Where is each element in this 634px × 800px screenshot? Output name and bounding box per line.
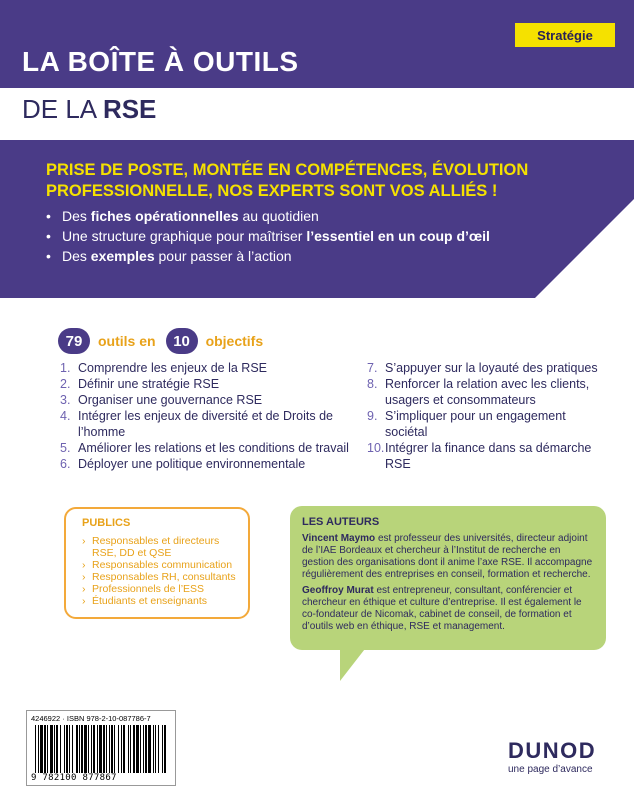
barcode-bar (162, 725, 163, 773)
barcode-bar (84, 725, 87, 773)
barcode-bar (121, 725, 122, 773)
barcode-bar (123, 725, 125, 773)
publics-item-text: Responsables et directeurs RSE, DD et QSE (92, 535, 220, 559)
isbn-barcode (26, 710, 176, 786)
book-subtitle (22, 94, 156, 125)
objective-number: 5. (60, 441, 71, 455)
objective-number: 2. (60, 377, 71, 391)
barcode-bar (35, 725, 36, 773)
barcode-bar (76, 725, 78, 773)
speech-bubble-tail (340, 645, 368, 681)
objectives-column-2 (367, 360, 607, 472)
barcode-bar (136, 725, 139, 773)
barcode-bar (79, 725, 80, 773)
publics-box (64, 507, 250, 619)
promo-bullet (46, 246, 490, 266)
goals-word: objectifs (205, 333, 264, 349)
objectives-column-1 (60, 360, 350, 472)
barcode-bar (128, 725, 129, 773)
objective-text: Renforcer la relation avec les clients, usagers et consommateurs (385, 377, 590, 407)
barcode-bar (118, 725, 119, 773)
barcode-bar (81, 725, 83, 773)
authors-speech-bubble (290, 506, 606, 650)
barcode-bar (56, 725, 58, 773)
objective-item (60, 456, 350, 472)
barcode-bar (97, 725, 98, 773)
barcode-bar (72, 725, 73, 773)
tools-count-badge: 79 (58, 328, 90, 354)
barcode-bar (143, 725, 144, 773)
objective-text: Définir une stratégie RSE (78, 377, 220, 391)
author-1-name: Vincent Maymo (302, 533, 376, 544)
barcode-bar (153, 725, 154, 773)
bullet-dot: • (46, 248, 51, 264)
bullet-text: Des (62, 208, 91, 224)
objective-text: S’impliquer pour un engagement sociétal (385, 409, 566, 439)
objective-text: S’appuyer sur la loyauté des pratiques (385, 361, 598, 375)
barcode-bar (114, 725, 115, 773)
publics-item (82, 535, 238, 559)
promo-bullets (46, 206, 490, 266)
objective-number: 9. (367, 409, 378, 423)
barcode-bar (88, 725, 89, 773)
author-2-name: Geoffroy Murat (302, 585, 374, 596)
barcode-bar (64, 725, 65, 773)
subtitle-prefix: DE LA (22, 94, 103, 124)
bullet-text: Une structure graphique pour maîtriser (62, 228, 307, 244)
barcode-bar (106, 725, 107, 773)
barcode-bar (140, 725, 141, 773)
bullet-text: Des (62, 248, 91, 264)
barcode-bar (99, 725, 102, 773)
bullet-text: pour passer à l’action (154, 248, 292, 264)
publics-item (82, 583, 238, 595)
publisher-tagline: une page d’avance (508, 764, 593, 775)
objective-item (60, 440, 350, 456)
barcode-bar (40, 725, 43, 773)
barcode-bar (158, 725, 159, 773)
barcode-bar (164, 725, 166, 773)
series-tag: Stratégie (515, 23, 615, 47)
barcode-bar (66, 725, 68, 773)
objective-item (367, 376, 607, 408)
publics-item (82, 595, 238, 607)
objective-text: Comprendre les enjeux de la RSE (78, 361, 267, 375)
barcode-bar (47, 725, 48, 773)
bullet-dot: • (46, 208, 51, 224)
isbn-line: 4246922 · ISBN 978-2-10-087786-7 (31, 714, 151, 723)
barcode-bar (54, 725, 55, 773)
barcode-bar (155, 725, 156, 773)
objective-item (367, 408, 607, 440)
barcode-bar (69, 725, 70, 773)
barcode-bar (145, 725, 147, 773)
objective-item (367, 440, 607, 472)
bullet-bold: fiches opérationnelles (90, 208, 239, 224)
chevron-right-icon: › (82, 571, 86, 583)
promo-headline: PRISE DE POSTE, MONTÉE EN COMPÉTENCES, ÉVOLUTION PROFESSIONNELLE, NOS EXPERTS SONT VOS ALLIÉS ! (46, 161, 529, 200)
barcode-bar (60, 725, 61, 773)
objective-text: Déployer une politique environnementale (78, 457, 306, 471)
objective-item (367, 360, 607, 376)
objective-text: Intégrer les enjeux de diversité et de Droits de l’homme (78, 409, 333, 439)
barcode-bar (130, 725, 131, 773)
barcode-bar (133, 725, 135, 773)
publics-item (82, 571, 238, 583)
barcode-bar (38, 725, 39, 773)
objective-text: Organiser une gouvernance RSE (78, 393, 263, 407)
barcode-bar (91, 725, 92, 773)
goals-count-badge: 10 (166, 328, 198, 354)
barcode-bar (50, 725, 53, 773)
bullet-bold: exemples (90, 248, 155, 264)
promo-bullet (46, 206, 490, 226)
chevron-right-icon: › (82, 583, 86, 595)
chevron-right-icon: › (82, 535, 86, 547)
chevron-right-icon: › (82, 595, 86, 607)
objective-number: 10. (367, 441, 385, 455)
subtitle-bold: RSE (102, 94, 157, 124)
objective-number: 6. (60, 457, 71, 471)
barcode-bars (31, 725, 171, 773)
author-1-text: est professeur des universités, directeur adjoint de l’IAE Bordeaux et chercheur à l’Institut de recherche en gestion des organisations dont il anime l’axe RSE. Il accompagne régulièrement des entreprises en conseil, formation et recherche. (302, 533, 593, 580)
promo-bullet (46, 226, 490, 246)
publisher-logo: DUNOD (508, 738, 597, 763)
publics-item-text: Responsables communication (92, 559, 233, 571)
objective-item (60, 392, 350, 408)
tools-word: outils en (98, 333, 156, 349)
barcode-bar (44, 725, 46, 773)
barcode-bar (111, 725, 113, 773)
publics-item-text: Responsables RH, consultants (92, 571, 236, 583)
objective-item (60, 360, 350, 376)
objective-item (60, 376, 350, 392)
barcode-bar (103, 725, 105, 773)
counts-row (58, 328, 273, 354)
publics-title: PUBLICS (82, 517, 131, 529)
objective-number: 1. (60, 361, 71, 375)
publics-item-text: Étudiants et enseignants (92, 595, 207, 607)
barcode-bar (148, 725, 151, 773)
objective-number: 7. (367, 361, 378, 375)
chevron-right-icon: › (82, 559, 86, 571)
bullet-text: au quotidien (238, 208, 319, 224)
author-1-bio (302, 533, 594, 581)
publics-item (82, 559, 238, 571)
objective-item (60, 408, 350, 440)
objective-text: Intégrer la finance dans sa démarche RSE (385, 441, 592, 471)
author-2-text: est entrepreneur, consultant, conférencier et chercheur en éthique et culture d’entreprise. Il est également le co-fondateur de Nicomak, cabinet de conseil, de formation et d’outils web en éthique, RSE et management. (302, 585, 582, 632)
objective-number: 8. (367, 377, 378, 391)
author-2-bio (302, 585, 594, 633)
publics-list (82, 535, 238, 607)
barcode-bar (93, 725, 95, 773)
authors-title: LES AUTEURS (302, 516, 380, 528)
objective-number: 4. (60, 409, 71, 423)
series-title: LA BOÎTE À OUTILS (22, 46, 299, 77)
bullet-dot: • (46, 228, 51, 244)
bullet-bold: l’essentiel en un coup d’œil (306, 228, 490, 244)
objective-number: 3. (60, 393, 71, 407)
objective-text: Améliorer les relations et les conditions de travail (78, 441, 349, 455)
publics-item-text: Professionnels de l’ESS (92, 583, 205, 595)
barcode-bar (109, 725, 110, 773)
barcode-digits: 9 782100 877867 (31, 773, 117, 783)
